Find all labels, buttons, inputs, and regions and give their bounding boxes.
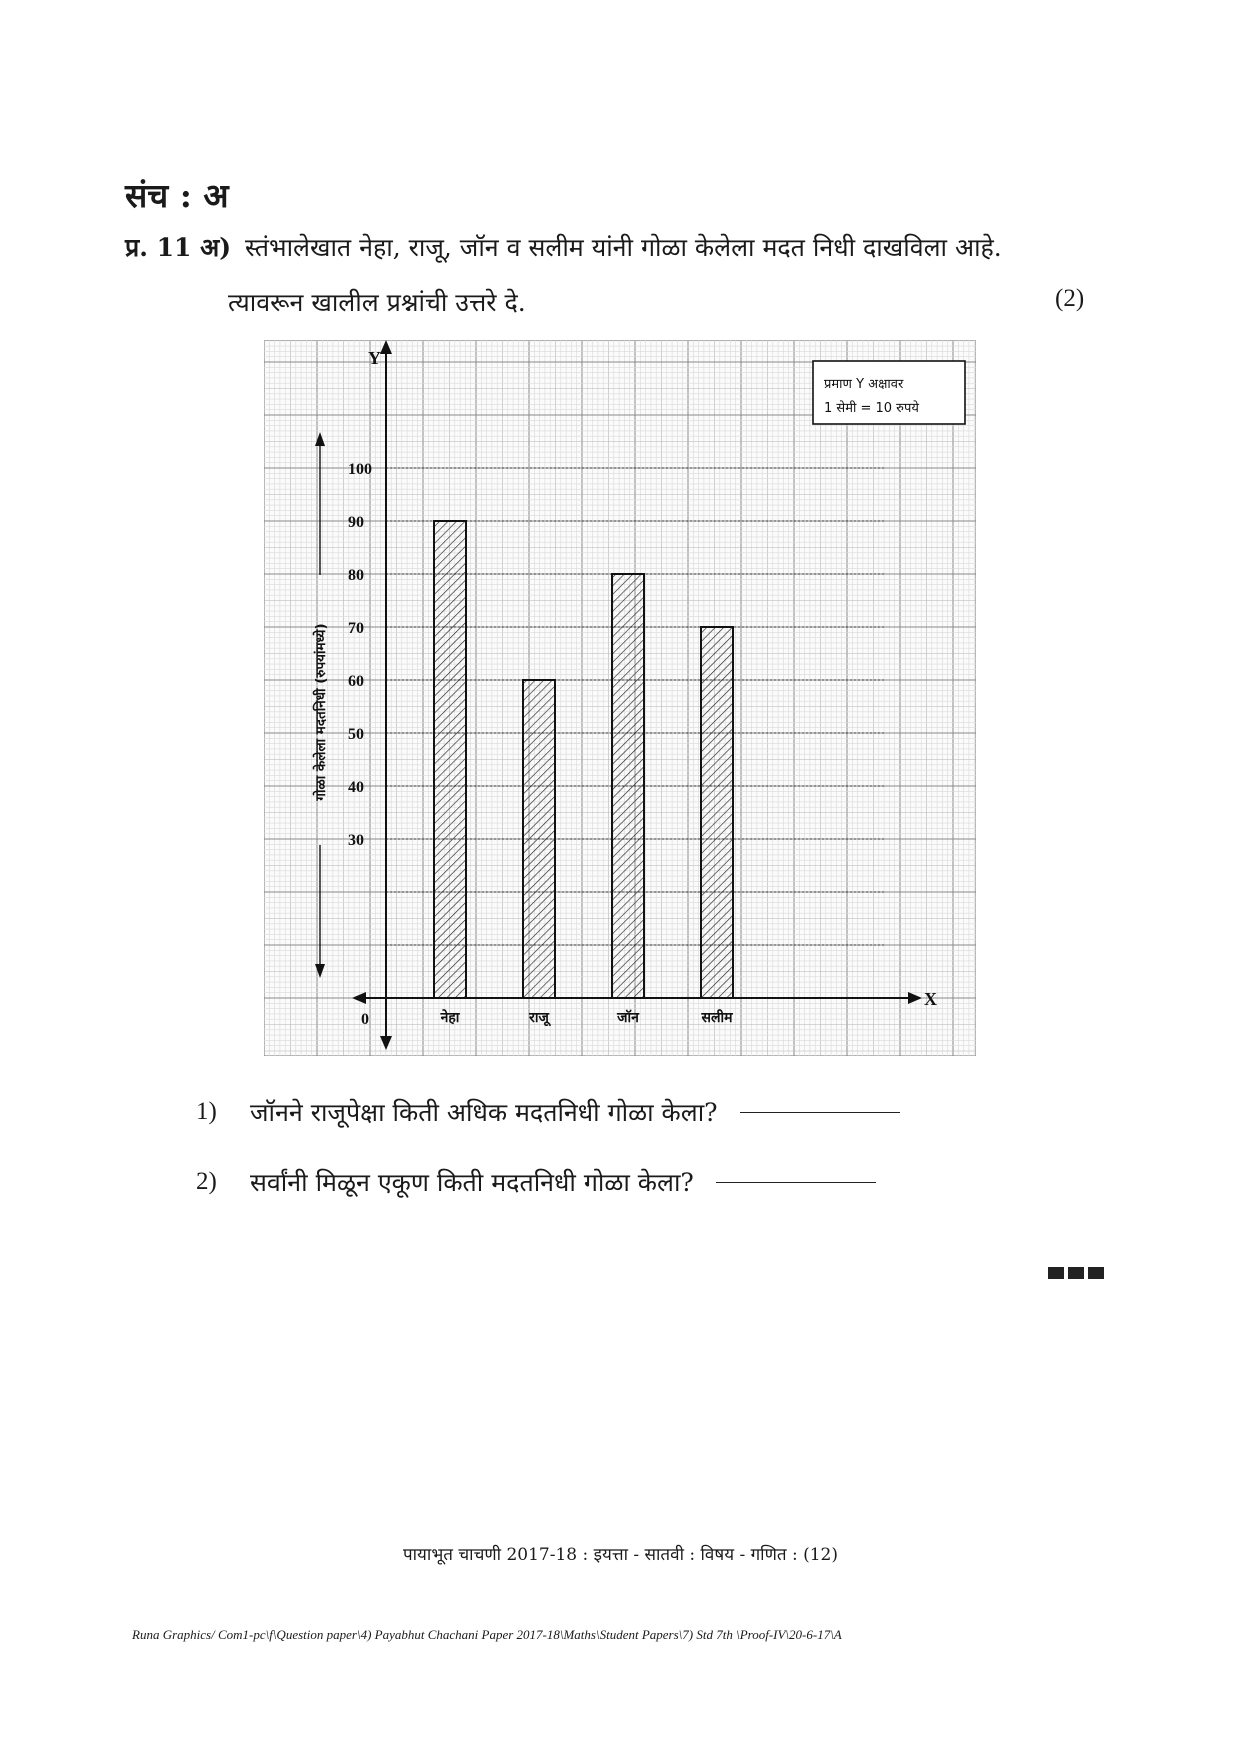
sub-question-2-text: सर्वांनी मिळून एकूण किती मदतनिधी गोळा केला? — [250, 1168, 694, 1197]
question-text-line2: त्यावरून खालील प्रश्नांची उत्तरे दे. — [228, 288, 526, 317]
bar-chart — [264, 340, 976, 1056]
category-label: राजू — [529, 1010, 549, 1026]
y-tick-label: 30 — [348, 832, 364, 849]
y-tick-label: 60 — [348, 673, 364, 690]
bar — [523, 680, 555, 998]
page-footer: पायाभूत चाचणी 2017-18 : इयत्ता - सातवी : विषय - गणित : (12) — [403, 1545, 838, 1565]
x-axis-letter: X — [924, 989, 937, 1009]
bar — [434, 521, 466, 998]
sub-question-1 — [196, 1095, 900, 1129]
sub-question-2-number: 2) — [196, 1168, 217, 1195]
end-mark — [1048, 1267, 1064, 1279]
answer-blank-2[interactable] — [716, 1181, 876, 1183]
y-tick-label: 40 — [348, 779, 364, 796]
sub-question-1-number: 1) — [196, 1098, 217, 1125]
answer-blank-1[interactable] — [740, 1111, 900, 1113]
scale-box-line2: 1 सेमी = 10 रुपये — [824, 401, 919, 416]
bar — [701, 627, 733, 998]
question-text — [125, 230, 1002, 264]
y-tick-label: 50 — [348, 726, 364, 743]
sub-question-1-text: जॉनने राजूपेक्षा किती अधिक मदतनिधी गोळा केला? — [250, 1098, 718, 1127]
category-label: जॉन — [617, 1010, 639, 1026]
category-label: सलीम — [701, 1010, 733, 1026]
y-axis-letter: Y — [368, 348, 381, 368]
question-text-line1: स्तंभालेखात नेहा, राजू, जॉन व सलीम यांनी गोळा केलेला मदत निधी दाखविला आहे. — [245, 233, 1002, 262]
y-axis-title: गोळा केलेला मदतनिधी (रुपयांमध्ये) — [313, 623, 329, 801]
y-tick-label: 90 — [348, 514, 364, 531]
end-mark — [1088, 1267, 1104, 1279]
y-tick-label: 70 — [348, 620, 364, 637]
end-of-section-marks — [1048, 1267, 1104, 1279]
bar-chart-svg — [264, 340, 976, 1056]
category-label: नेहा — [440, 1010, 460, 1026]
y-tick-label: 100 — [348, 461, 372, 478]
file-path-line: Runa Graphics/ Com1-pc\f\Question paper\4) Payabhut Chachani Paper 2017-18\Maths\Student Papers\7) Std 7th \Proof-IV\20-6-17\A — [132, 1627, 842, 1642]
origin-label: 0 — [361, 1011, 369, 1028]
scale-box-line1: प्रमाण Y अक्षावर — [824, 377, 904, 392]
question-marks: (2) — [1055, 285, 1085, 312]
set-title: संच : अ — [125, 176, 229, 215]
bar — [612, 574, 644, 998]
sub-question-2 — [196, 1165, 876, 1199]
y-tick-label: 80 — [348, 567, 364, 584]
question-number: प्र. 11 अ) — [125, 233, 232, 262]
end-mark — [1068, 1267, 1084, 1279]
